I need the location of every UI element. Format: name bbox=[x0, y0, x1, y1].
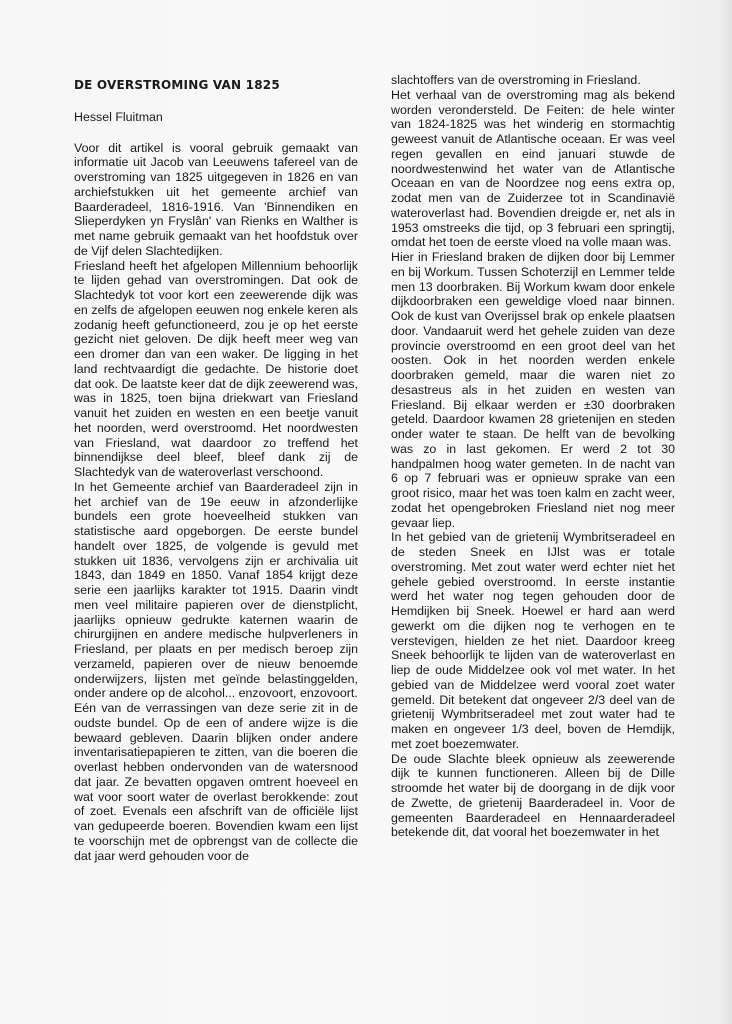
paragraph: slachtoffers van de overstroming in Friesland. bbox=[391, 73, 641, 87]
left-column bbox=[74, 78, 358, 863]
paragraph: In het gebied van de grietenij Wymbritseradeel en de steden Sneek en IJlst was er totale overstroming. Met zout water werd echter niet het gehele gebied overstroomd. In eerste instantie werd het water nog tegen gehouden door de Hemdijken bij Sneek. Hoewel er hard aan werd gewerkt om die dijken nog te verhogen en te verstevigen, hielden ze het niet. Daardoor kreeg Sneek behoorlijk te lijden van de wateroverlast en liep de oude Middelzee ook vol met water. In het gebied van de Middelzee werd vooral zoet water gemeld. Dit betekent dat ongeveer 2/3 deel van de grietenij Wymbritseradeel met zout water had te maken en ongeveer 1/3 deel, boven de Hemdijk, met zoet boezemwater. bbox=[391, 530, 675, 751]
article-title: DE OVERSTROMING VAN 1825 bbox=[74, 78, 280, 92]
paragraph: Eén van de verrassingen van deze serie zit in de oudste bundel. Op de een of andere wijze is die bewaard gebleven. Daarin blijken onder andere inventarisatiepapieren te zitten, van die boeren die overlast hebben ondervonden van de watersnood dat jaar. Ze bevatten opgaven omtrent hoeveel en wat voor soort water de overlast berokkende: zout of zoet. Evenals een afschrift van de officiële lijst van gedupeerde boeren. Bovendien kwam een lijst te voorschijn met de opbrengst van de collecte die dat jaar werd gehouden voor de bbox=[74, 701, 358, 863]
paragraph: Voor dit artikel is vooral gebruik gemaakt van informatie uit Jacob van Leeuwens tafereel van de overstroming van 1825 uitgegeven in 1826 en van archiefstukken uit het gemeente archief van Baarderadeel, 1816-1916. Van 'Binnendiken en Slieperdyken yn Fryslân' van Rienks en Walther is met name gebruik gemaakt van het hoofdstuk over de Vijf delen Slachtedijken. bbox=[74, 140, 358, 258]
paragraph: Het verhaal van de overstroming mag als bekend worden verondersteld. De Feiten: de hele winter van 1824-1825 was het winderig en stormachtig geweest vanuit de Atlantische oceaan. Er was veel regen gevallen en eind januari stuwde de noordwestenwind het water van de Atlantische Oceaan en van de Noordzee nog eens extra op, zodat men van de Zuiderzee tot in Scandinavië wateroverlast had. Bovendien dreigde er, net als in 1953 omstreeks die tijd, op 3 februari een springtij, omdat het toen de eerste vloed na volle maan was. bbox=[391, 87, 675, 250]
page-edge-shadow bbox=[722, 0, 732, 1024]
right-column bbox=[391, 73, 675, 840]
paragraph: In het Gemeente archief van Baarderadeel zijn in het archief van de 19e eeuw in afzonderlijke bundels een grote hoeveelheid stukken van statistische aard opgeborgen. De eerste bundel handelt over 1825, de volgende is gevuld met stukken uit 1836, vervolgens zijn er archivalia uit 1843, dan 1849 en 1850. Vanaf 1854 krijgt deze serie een jaarlijks karakter tot 1915. Daarin vindt men veel militaire papieren over de dienstplicht, jaarlijks opnieuw gedrukte katernen waarin de chirurgijnen en andere medische hulpverleners in Friesland, per plaats en per medisch beroep zijn verzameld, papieren over de nieuw benoemde onderwijzers, lijsten met geïnde belastinggelden, onder andere op de alcohol... enzovoort, enzovoort. bbox=[74, 479, 358, 701]
paragraph: De oude Slachte bleek opnieuw als zeewerende dijk te kunnen functioneren. Alleen bij de Dille stroomde het water bij de doorgang in de dijk voor de Zwette, de grietenij Baarderadeel in. Voor de gemeenten Baarderadeel en Hennaarderadeel betekende dit, dat vooral het boezemwater in het bbox=[391, 751, 675, 840]
paragraph: Hier in Friesland braken de dijken door bij Lemmer en bij Workum. Tussen Schoterzijl en Lemmer telde men 13 doorbraken. Bij Workum kwam door enkele dijkdoorbraken een geweldige vloed naar binnen. Ook de kust van Overijssel brak op enkele plaatsen door. Vandaaruit werd het gehele zuiden van deze provincie overstroomd en een groot deel van het oosten. Ook in het noorden werden enkele doorbraken gemeld, maar die waren niet zo desastreus als in het zuiden en westen van Friesland. Bij elkaar werden er ±30 doorbraken geteld. Daardoor kwamen 28 grietenijen en steden onder water te staan. De helft van de bevolking was zo in last gekomen. Er werd 2 tot 30 handpalmen hoog water gemeten. In de nacht van 6 op 7 februari was er opnieuw sprake van een groot risico, maar het was toen kalm en zacht weer, zodat het opengebroken Friesland niet nog meer gevaar liep. bbox=[391, 250, 675, 530]
article-author: Hessel Fluitman bbox=[74, 109, 163, 124]
paragraph: Friesland heeft het afgelopen Millennium behoorlijk te lijden gehad van overstromingen. Dat ook de Slachtedyk tot voor kort een zeewerende dijk was en zelfs de afgelopen eeuwen nog enkele keren als zodanig heeft gefunctioneerd, zou je op het eerste gezicht niet geloven. De dijk heeft meer weg van een dromer dan van een waker. De ligging in het land rechtvaardigt die gedachte. De historie doet dat ook. De laatste keer dat de dijk zeewerend was, was in 1825, toen bijna driekwart van Friesland vanuit het zuiden en westen en een beetje vanuit het noorden, werd overstroomd. Het noordwesten van Friesland, wat daardoor zo treffend het binnendijkse deel bleef, bleef dank zij de Slachtedyk van de wateroverlast verschoond. bbox=[74, 258, 358, 479]
